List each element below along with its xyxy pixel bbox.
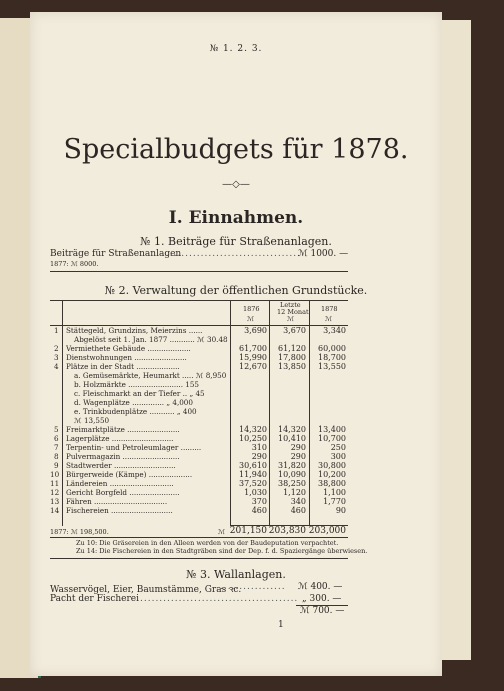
value-1876: 61,700 (239, 344, 267, 353)
row-number: 7 (54, 443, 59, 452)
s2-heading: № 2. Verwaltung der öffentlichen Grundstücke. (104, 284, 368, 297)
value-last12: 1,120 (283, 488, 306, 497)
col-1876: 1876 (243, 305, 260, 313)
value-1876: 460 (251, 506, 267, 515)
row-label: Abgelöst seit 1. Jan. 1877 ........... ℳ 30.48 (74, 335, 228, 344)
table-bottom-rule (50, 537, 348, 538)
value-1876: 15,990 (239, 353, 267, 362)
row-number: 13 (50, 497, 60, 506)
row-label: Pulvermagazin ......................... (66, 452, 180, 461)
divider (50, 558, 348, 559)
value-1876: 11,940 (239, 470, 267, 479)
row-label: Fähren ................................ (66, 497, 168, 506)
value-1878: 10,700 (318, 434, 346, 443)
s3-heading: № 3. Wallanlagen. (186, 568, 286, 581)
row-label: Ländereien ............................ (66, 479, 174, 488)
value-1878: 13,550 (318, 362, 346, 371)
page-reference: № 1. 2. 3. (209, 44, 263, 54)
row-label: e. Trinkbudenplätze ........... „ 400 (74, 407, 197, 416)
s2-total-unit: ℳ (218, 528, 225, 536)
value-1878: 1,770 (323, 497, 346, 506)
row-number: 5 (54, 425, 59, 434)
s3-row2-label: Pacht der Fischerei (50, 594, 139, 604)
unit-last12: ℳ (287, 315, 294, 323)
value-1876: 37,520 (239, 479, 267, 488)
value-last12: 10,090 (278, 470, 306, 479)
value-last12: 38,250 (278, 479, 306, 488)
row-label: a. Gemüsemärkte, Heumarkt ..... ℳ 8,950 (74, 371, 227, 380)
value-1876: 370 (251, 497, 267, 506)
s3-row1-label: Wasservögel, Eier, Baumstämme, Gras ꝛc. (50, 585, 242, 595)
row-number: 10 (50, 470, 60, 479)
value-1878: 18,700 (318, 353, 346, 362)
s1-heading: № 1. Beiträge für Straßenanlagen. (140, 235, 332, 248)
col-1878: 1878 (321, 305, 338, 313)
row-number: 4 (54, 362, 59, 371)
col-last12-l2: 12 Monat (277, 308, 309, 316)
row-label: Terpentin- und Petroleumlager ......... (66, 443, 202, 452)
leader-dots: .................................... (162, 249, 301, 259)
row-label: ℳ 13,550 (74, 416, 110, 425)
value-last12: 31,820 (278, 461, 306, 470)
value-last12: 14,320 (278, 425, 306, 434)
row-label: Vermiethete Gebäude ................... (66, 344, 191, 353)
value-1876: 310 (251, 443, 267, 452)
divider (50, 271, 348, 272)
row-number: 2 (54, 344, 59, 353)
page-title: Specialbudgets für 1878. (63, 134, 409, 165)
row-label: Fischereien ........................... (66, 506, 173, 515)
value-1878: 1,100 (323, 488, 346, 497)
value-last12: 340 (290, 497, 306, 506)
value-1878: 3,340 (323, 326, 346, 335)
document-page (30, 12, 442, 676)
value-1876: 3,690 (244, 326, 267, 335)
s1-row-label: Beiträge für Straßenanlagen (50, 249, 182, 259)
row-label: Plätze in der Stadt ................... (66, 362, 180, 371)
value-last12: 3,670 (283, 326, 306, 335)
right-page-stack (440, 20, 471, 660)
s1-note: 1877: ℳ 8000. (50, 260, 99, 268)
leader-dots: ................. (220, 582, 286, 592)
value-last12: 10,410 (278, 434, 306, 443)
unit-1876: ℳ (247, 315, 254, 323)
value-1876: 290 (251, 452, 267, 461)
value-1876: 10,250 (239, 434, 267, 443)
s2-footnote-1: Zu 10: Die Gräsereien in den Alleen werden von der Baudeputation verpachtet. (76, 539, 339, 547)
row-number: 12 (50, 488, 60, 497)
row-number: 8 (54, 452, 59, 461)
value-last12: 290 (290, 443, 306, 452)
value-1878: 13,400 (318, 425, 346, 434)
value-last12: 61,120 (278, 344, 306, 353)
unit-1878: ℳ (325, 315, 332, 323)
row-number: 3 (54, 353, 59, 362)
value-1876: 12,670 (239, 362, 267, 371)
row-label: Bürgerweide (Kämpe) ................... (66, 470, 193, 479)
s2-total-note: 1877: ℳ 198,500. (50, 528, 109, 536)
row-label: Stättegeld, Grundzins, Meierzins ...... (66, 326, 203, 335)
value-1878: 10,200 (318, 470, 346, 479)
value-last12: 290 (290, 452, 306, 461)
row-label: b. Holzmärkte ........................ 155 (74, 380, 200, 389)
s1-row-value: ℳ 1000. — (298, 249, 349, 259)
row-number: 1 (54, 326, 59, 335)
row-label: Stadtwerder ........................... (66, 461, 176, 470)
row-label: d. Wagenplätze .............. „ 4,000 (74, 398, 193, 407)
s3-row1-value: ℳ 400. — (298, 582, 343, 592)
s2-total-1876: 201,150 (229, 526, 267, 536)
value-last12: 460 (290, 506, 306, 515)
value-1876: 1,030 (244, 488, 267, 497)
page-number: 1 (278, 620, 284, 630)
row-label: Freimarktplätze ....................... (66, 425, 180, 434)
value-1878: 30,800 (318, 461, 346, 470)
value-last12: 17,800 (278, 353, 306, 362)
value-1878: 90 (335, 506, 346, 515)
s3-row2-value: „ 300. — (302, 594, 342, 604)
value-1876: 30,610 (239, 461, 267, 470)
title-ornament: —◇— (222, 179, 250, 190)
row-label: Lagerplätze ........................... (66, 434, 174, 443)
row-label: c. Fleischmarkt an der Tiefer .. „ 45 (74, 389, 205, 398)
value-last12: 13,850 (278, 362, 306, 371)
row-label: Dienstwohnungen ....................... (66, 353, 187, 362)
row-number: 6 (54, 434, 59, 443)
row-number: 14 (50, 506, 60, 515)
value-1876: 14,320 (239, 425, 267, 434)
row-label: Gericht Borgfeld ...................... (66, 488, 180, 497)
row-number: 11 (50, 479, 60, 488)
s2-footnote-2: Zu 14: Die Fischereien in den Stadtgräben sind der Dep. f. d. Spaziergänge überwiesen. (76, 547, 368, 555)
value-1878: 250 (330, 443, 346, 452)
value-1878: 38,800 (318, 479, 346, 488)
value-1878: 60,000 (318, 344, 346, 353)
section-heading: I. Einnahmen. (168, 208, 304, 228)
leader-dots: ......................................... (140, 594, 299, 604)
s2-total-last12: 203,830 (268, 526, 306, 536)
s2-total-1878: 203,000 (308, 526, 346, 536)
table-top-rule (50, 300, 348, 301)
s3-total: ℳ 700. — (300, 606, 345, 616)
value-1878: 300 (330, 452, 346, 461)
table-col-rule (62, 300, 63, 526)
col-last12-l1: Letzte (280, 301, 301, 309)
row-number: 9 (54, 461, 59, 470)
